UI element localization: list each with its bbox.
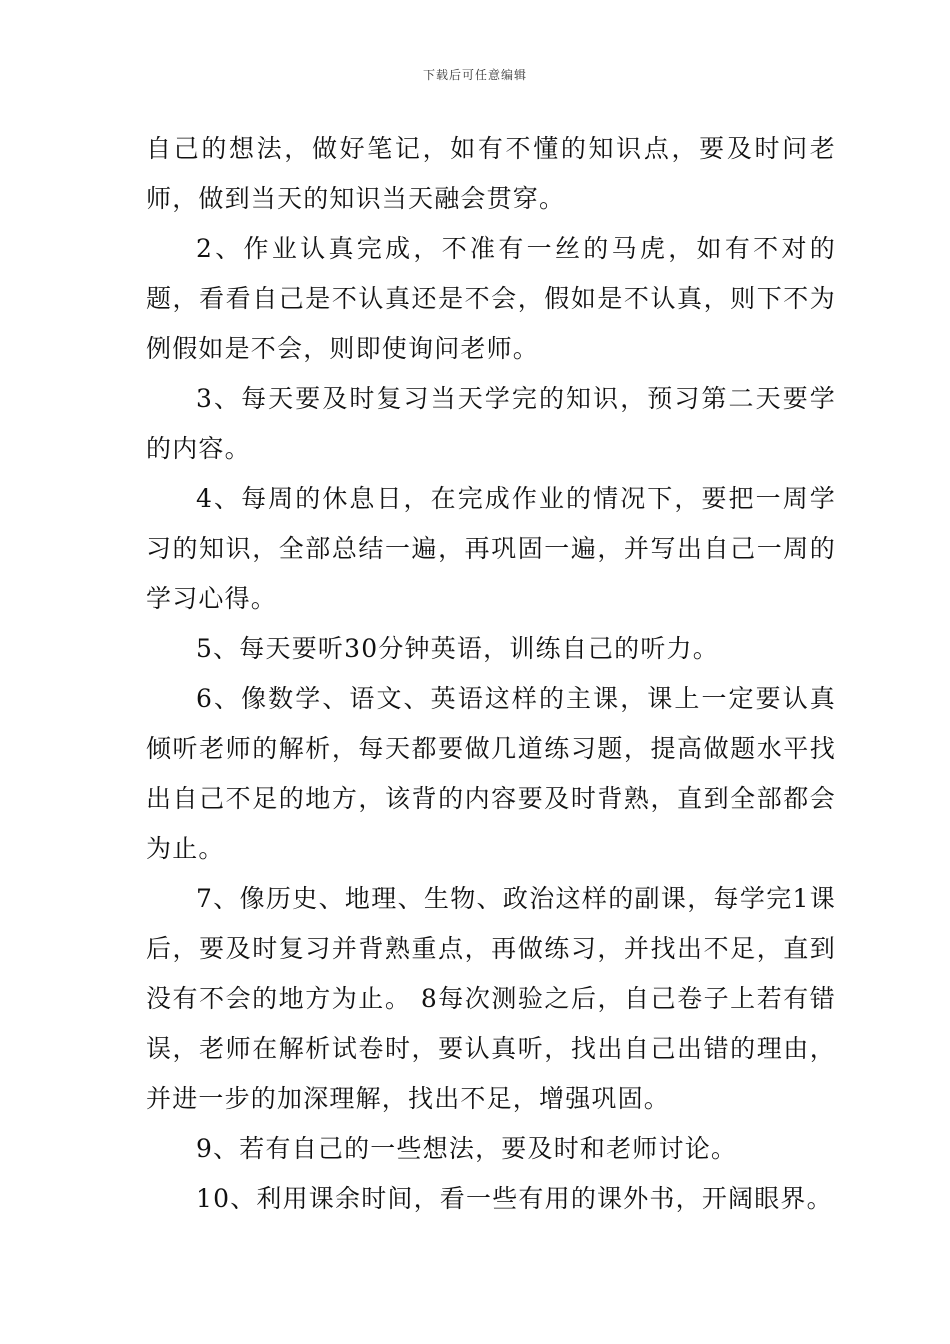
paragraph-4: 4、每周的休息日，在完成作业的情况下，要把一周学习的知识，全部总结一遍，再巩固一遍，并写出自己一周的学习心得。 <box>146 484 836 613</box>
paragraph-5: 5、每天要听30分钟英语，训练自己的听力。 <box>196 634 719 663</box>
paragraph-1: 自己的想法，做好笔记，如有不懂的知识点，要及时问老师，做到当天的知识当天融会贯穿。 <box>146 134 836 213</box>
paragraph-8: 9、若有自己的一些想法，要及时和老师讨论。 <box>196 1134 738 1163</box>
page-header: 下载后可任意编辑 <box>422 68 527 82</box>
paragraph-6: 6、像数学、语文、英语这样的主课，课上一定要认真倾听老师的解析，每天都要做几道练习题，提高做题水平找出自己不足的地方，该背的内容要及时背熟，直到全部都会为止。 <box>146 684 836 863</box>
document-body <box>146 124 836 1224</box>
paragraph-3: 3、每天要及时复习当天学完的知识，预习第二天要学的内容。 <box>146 384 836 463</box>
paragraph-7: 7、像历史、地理、生物、政治这样的副课，每学完1课后，要及时复习并背熟重点，再做练习，并找出不足，直到没有不会的地方为止。 8每次测验之后，自己卷子上若有错误，老师在解析试卷时，要认真听，找出自己出错的理由，并进一步的加深理解，找出不足，增强巩固。 <box>146 884 836 1113</box>
paragraph-9: 10、利用课余时间，看一些有用的课外书，开阔眼界。 <box>196 1184 833 1213</box>
paragraph-2: 2、作业认真完成，不准有一丝的马虎，如有不对的题，看看自己是不认真还是不会，假如是不认真，则下不为例假如是不会，则即使询问老师。 <box>146 234 836 363</box>
